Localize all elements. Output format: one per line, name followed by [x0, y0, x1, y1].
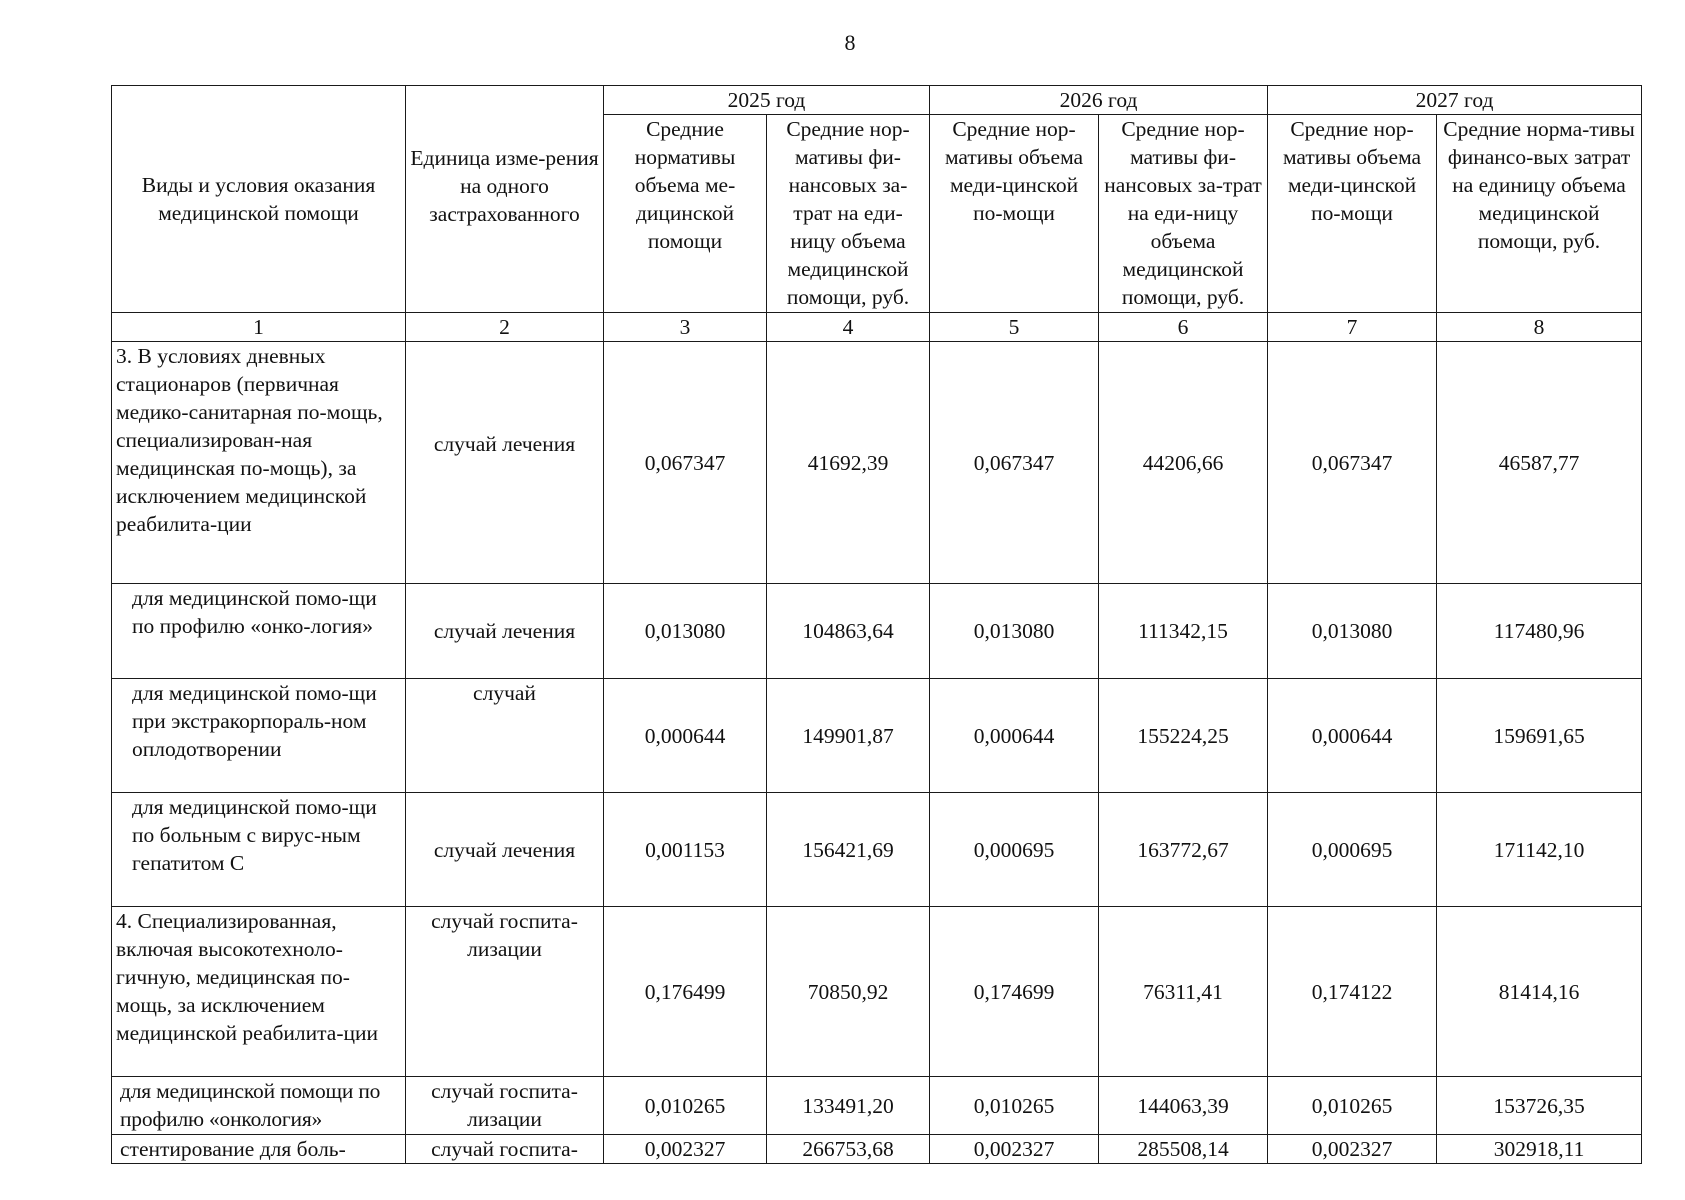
cell-value: 266753,68 — [767, 1135, 930, 1164]
cell-value: 70850,92 — [767, 907, 930, 1077]
header-sub-cost-2027: Средние норма-тивы финансо-вых затрат на единицу объема медицинской помощи, руб. — [1437, 115, 1642, 313]
cell-value: 44206,66 — [1099, 342, 1268, 584]
header-row-years — [112, 86, 1642, 115]
row-name: 4. Специализированная, включая высокотехноло-гичную, медицинская по-мощь, за исключением медицинской реабилита-ции — [112, 907, 406, 1077]
cell-value: 0,001153 — [604, 793, 767, 907]
cell-value: 149901,87 — [767, 679, 930, 793]
cell-value: 0,000695 — [930, 793, 1099, 907]
row-unit: случай госпита-лизации — [406, 907, 604, 1077]
header-year-2026: 2026 год — [930, 86, 1268, 115]
row-name: стентирование для боль- — [112, 1135, 406, 1164]
cell-value: 0,067347 — [1268, 342, 1437, 584]
column-number: 3 — [604, 313, 767, 342]
cell-value: 153726,35 — [1437, 1077, 1642, 1135]
cell-value: 171142,10 — [1437, 793, 1642, 907]
row-unit: случай госпита-лизации — [406, 1077, 604, 1135]
page-number: 8 — [844, 30, 856, 55]
row-name: 3. В условиях дневных стационаров (первичная медико-санитарная по-мощь, специализирован-ная медицинская по-мощь), за исключением медицинской реабилита-ции — [112, 342, 406, 584]
cell-value: 155224,25 — [1099, 679, 1268, 793]
cell-value: 0,067347 — [604, 342, 767, 584]
cell-value: 104863,64 — [767, 584, 930, 679]
cell-value: 0,000695 — [1268, 793, 1437, 907]
header-year-2027: 2027 год — [1268, 86, 1642, 115]
column-number: 8 — [1437, 313, 1642, 342]
cell-value: 0,010265 — [604, 1077, 767, 1135]
column-number: 7 — [1268, 313, 1437, 342]
cell-value: 0,013080 — [1268, 584, 1437, 679]
cell-value: 159691,65 — [1437, 679, 1642, 793]
table-row — [112, 1135, 1642, 1164]
cell-value: 0,010265 — [1268, 1077, 1437, 1135]
cell-value: 0,010265 — [930, 1077, 1099, 1135]
cell-value: 111342,15 — [1099, 584, 1268, 679]
table-row — [112, 793, 1642, 907]
table-row — [112, 679, 1642, 793]
table-row — [112, 1077, 1642, 1135]
cell-value: 41692,39 — [767, 342, 930, 584]
cell-value: 0,174699 — [930, 907, 1099, 1077]
header-year-2025: 2025 год — [604, 86, 930, 115]
header-sub-volume-2026: Средние нор-мативы объема меди-цинской по-мощи — [930, 115, 1099, 313]
header-sub-cost-2026: Средние нор-мативы фи-нансовых за-трат на еди-ницу объема медицинской помощи, руб. — [1099, 115, 1268, 313]
header-sub-volume-2027: Средние нор-мативы объема меди-цинской по-мощи — [1268, 115, 1437, 313]
header-unit: Единица изме-рения на одного застрахованного — [406, 86, 604, 313]
row-name: для медицинской помо-щи при экстракорпораль-ном оплодотворении — [112, 679, 406, 793]
cell-value: 0,002327 — [930, 1135, 1099, 1164]
cell-value: 144063,39 — [1099, 1077, 1268, 1135]
header-kind: Виды и условия оказания медицинской помощи — [112, 86, 406, 313]
row-unit: случай лечения — [406, 793, 604, 907]
cell-value: 0,174122 — [1268, 907, 1437, 1077]
column-number: 6 — [1099, 313, 1268, 342]
column-number: 4 — [767, 313, 930, 342]
table-row — [112, 342, 1642, 584]
table-row — [112, 584, 1642, 679]
cell-value: 0,000644 — [604, 679, 767, 793]
cell-value: 0,000644 — [1268, 679, 1437, 793]
header-sub-cost-2025: Средние нор-мативы фи-нансовых за-трат на еди-ницу объема медицинской помощи, руб. — [767, 115, 930, 313]
row-name: для медицинской помощи по профилю «онкология» — [112, 1077, 406, 1135]
cell-value: 163772,67 — [1099, 793, 1268, 907]
cell-value: 76311,41 — [1099, 907, 1268, 1077]
cell-value: 0,176499 — [604, 907, 767, 1077]
cell-value: 0,002327 — [604, 1135, 767, 1164]
cell-value: 302918,11 — [1437, 1135, 1642, 1164]
row-unit: случай госпита- — [406, 1135, 604, 1164]
cell-value: 0,067347 — [930, 342, 1099, 584]
header-sub-volume-2025: Средние нормативы объема ме-дицинской помощи — [604, 115, 767, 313]
column-numbers-row — [112, 313, 1642, 342]
cell-value: 0,013080 — [930, 584, 1099, 679]
column-number: 2 — [406, 313, 604, 342]
row-unit: случай — [406, 679, 604, 793]
table-row — [112, 907, 1642, 1077]
cell-value: 46587,77 — [1437, 342, 1642, 584]
cell-value: 0,000644 — [930, 679, 1099, 793]
column-number: 5 — [930, 313, 1099, 342]
row-name: для медицинской помо-щи по профилю «онко-логия» — [112, 584, 406, 679]
row-name: для медицинской помо-щи по больным с вирус-ным гепатитом С — [112, 793, 406, 907]
cell-value: 0,013080 — [604, 584, 767, 679]
row-unit: случай лечения — [406, 342, 604, 584]
cell-value: 285508,14 — [1099, 1135, 1268, 1164]
cell-value: 0,002327 — [1268, 1135, 1437, 1164]
norms-table — [111, 85, 1642, 1164]
row-unit: случай лечения — [406, 584, 604, 679]
cell-value: 117480,96 — [1437, 584, 1642, 679]
column-number: 1 — [112, 313, 406, 342]
cell-value: 133491,20 — [767, 1077, 930, 1135]
cell-value: 156421,69 — [767, 793, 930, 907]
cell-value: 81414,16 — [1437, 907, 1642, 1077]
